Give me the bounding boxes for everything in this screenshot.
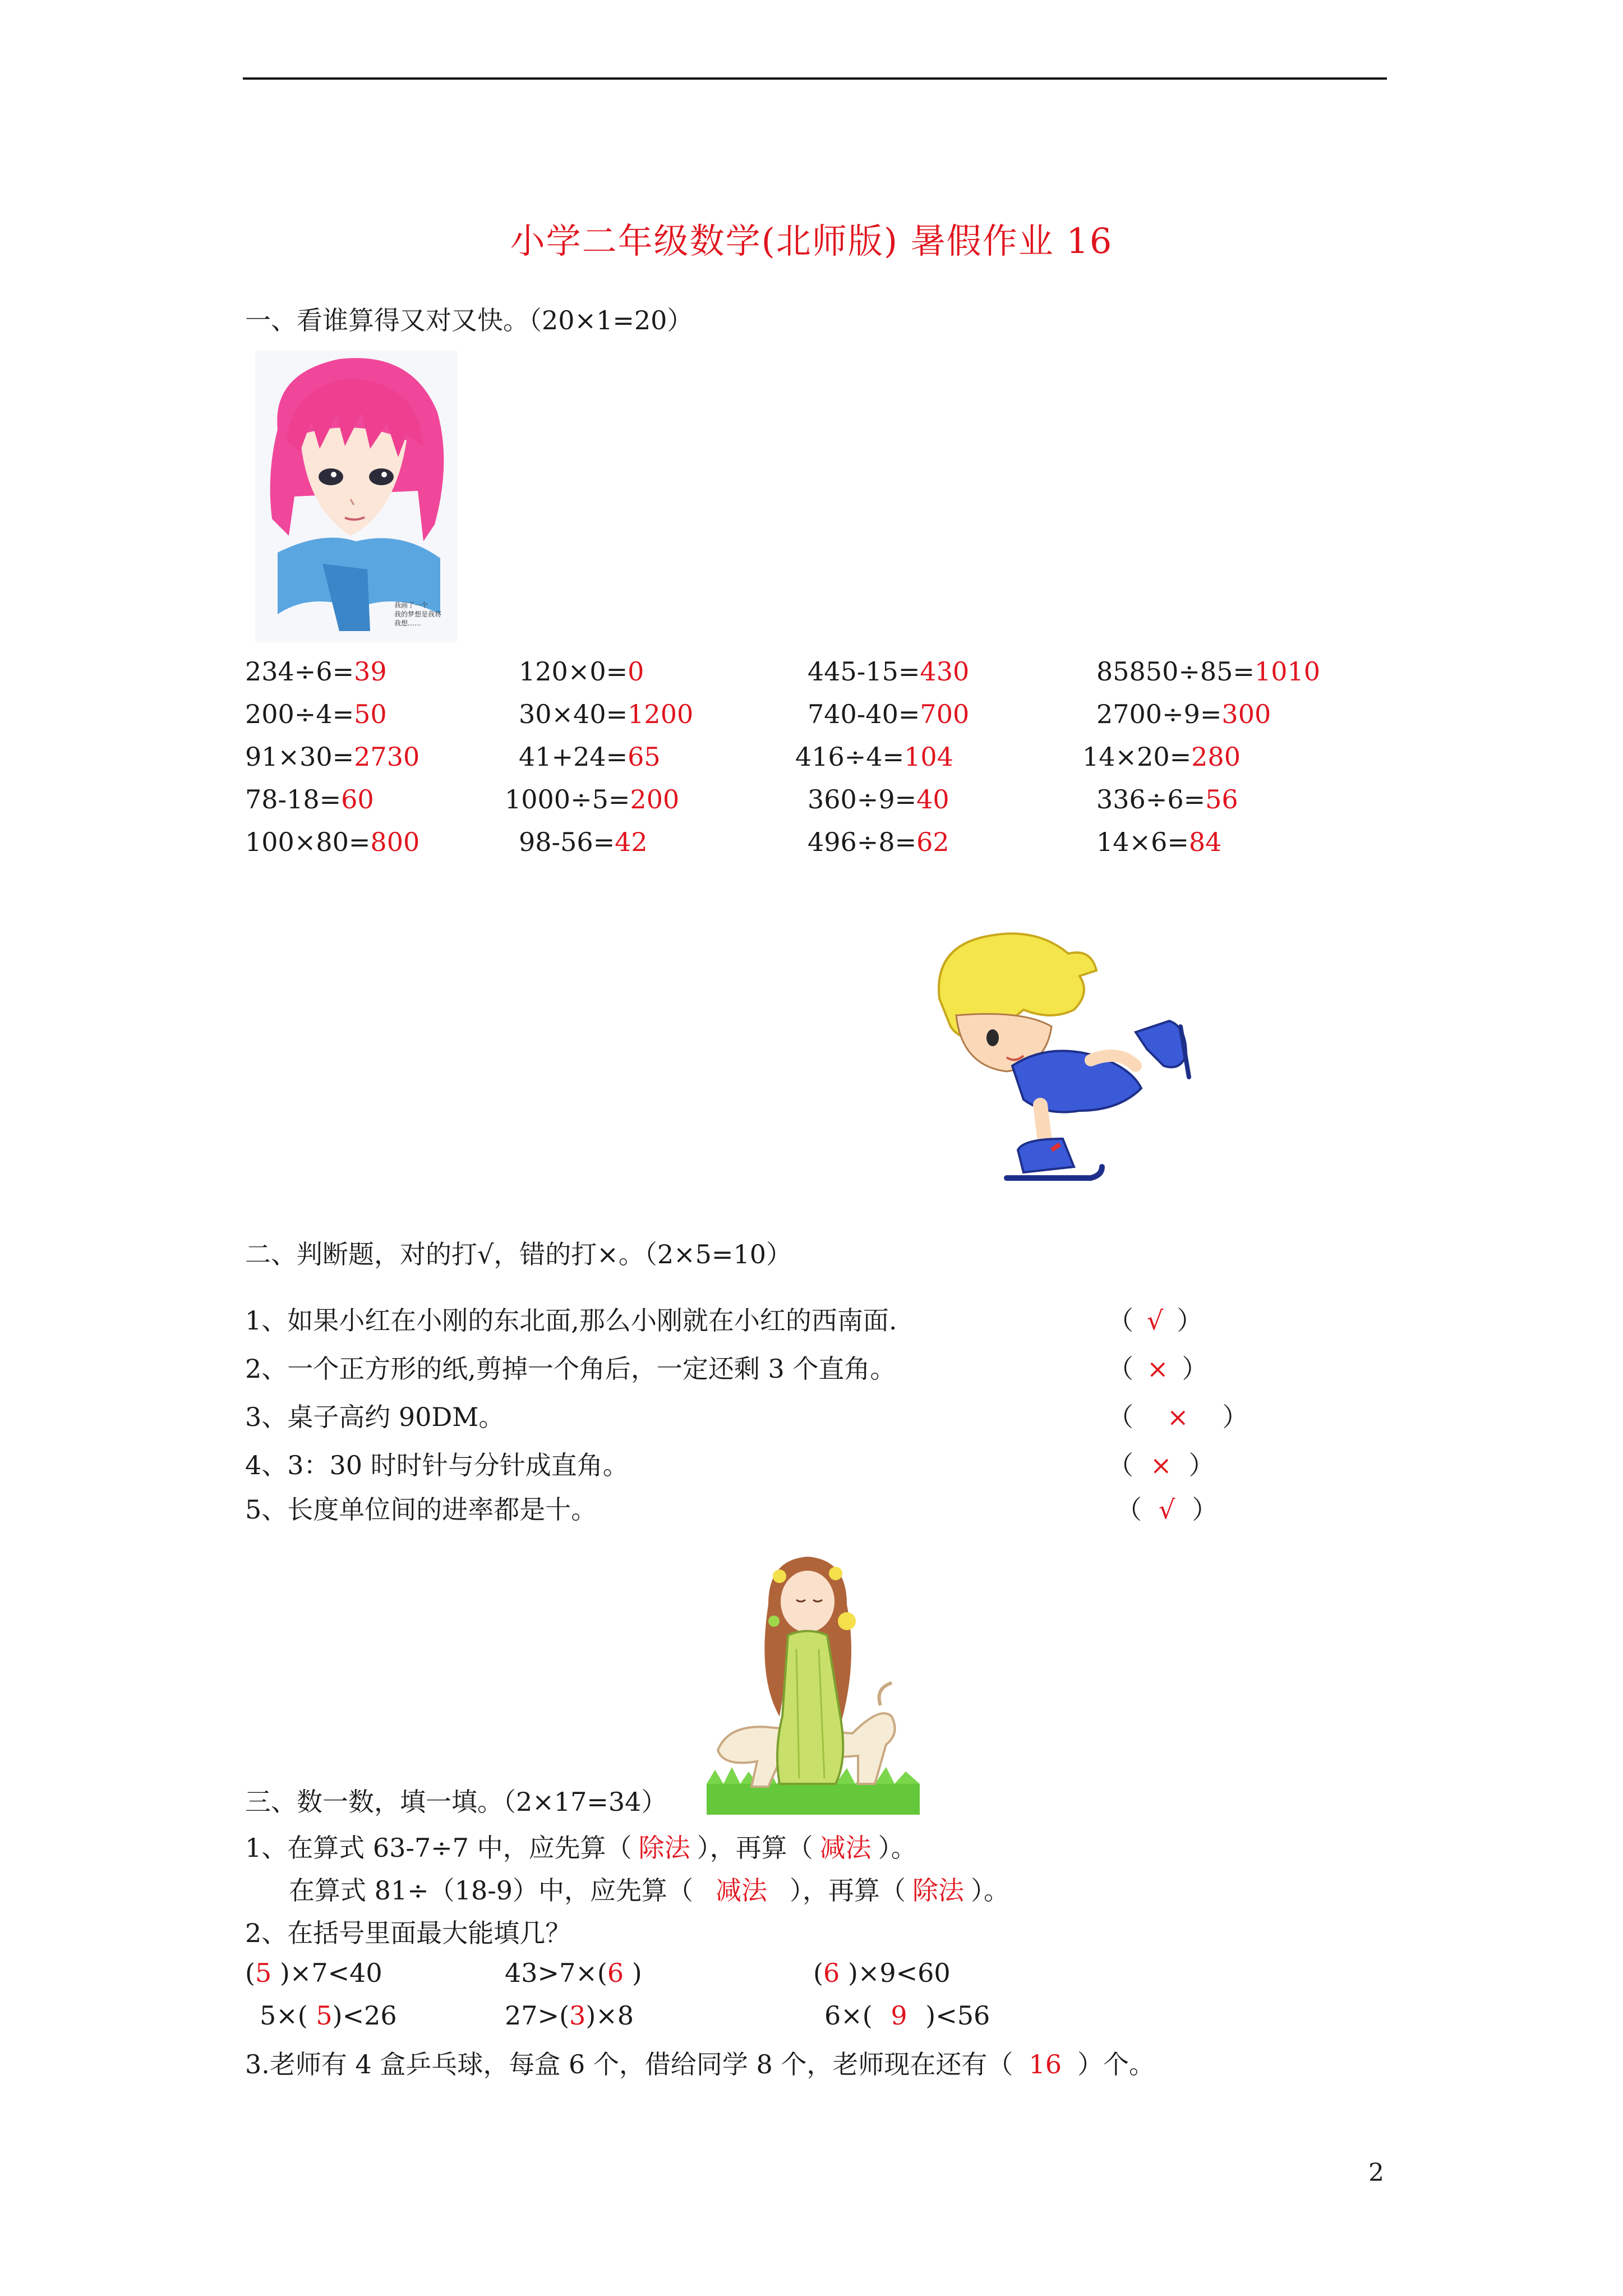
fill-q2-r2-c2: 27>(3)×8: [505, 2000, 634, 2031]
fill-q1-line2: 在算式 81÷（18-9）中，应先算（ 减法 ），再算（ 除法 ）。: [289, 1875, 1010, 1906]
fill-q2-r1-c3: (6 )×9<60: [813, 1958, 951, 1988]
section1-heading: 一、看谁算得又对又快。（20×1=20）: [245, 305, 693, 335]
problem-r4-c4: 336÷6=56: [1096, 784, 1238, 815]
page-number: 2: [1368, 2159, 1384, 2187]
caption-line-2: 我的梦想是我将: [394, 610, 442, 618]
problem-r2-c1: 200÷4=50: [245, 699, 387, 729]
problem-r3-c3: 416÷4=104: [795, 742, 953, 772]
fill-q2-r1-c2: 43>7×(6 ): [505, 1958, 642, 1988]
fill-q2-r2-c3: 6×( 9 )<56: [824, 2000, 990, 2031]
judge-item-5-answer: （ √ ）: [1116, 1494, 1218, 1525]
girl-illustration: [255, 351, 457, 642]
fill-q2-r1-c1: (5 )×7<40: [245, 1958, 382, 1988]
problem-r1-c3: 445-15=430: [808, 656, 970, 687]
fill-q2-heading: 2、在括号里面最大能填几？: [245, 1918, 571, 1948]
judge-item-1-text: 1、如果小红在小刚的东北面,那么小刚就在小红的西南面.: [245, 1305, 897, 1336]
problem-r4-c2: 1000÷5=200: [505, 784, 680, 815]
judge-item-4-answer: （ × ）: [1108, 1450, 1215, 1480]
problem-r2-c2: 30×40=1200: [519, 699, 694, 729]
problem-r4-c1: 78-18=60: [245, 784, 374, 815]
section3-heading: 三、数一数，填一填。（2×17=34）: [245, 1787, 667, 1817]
problem-r2-c3: 740-40=700: [808, 699, 970, 729]
problem-r5-c1: 100×80=800: [245, 827, 420, 857]
judge-item-2-text: 2、一个正方形的纸,剪掉一个角后，一定还剩 3 个直角。: [245, 1354, 896, 1384]
problem-r1-c2: 120×0=0: [519, 656, 644, 687]
fill-q2-r2-c1: 5×( 5)<26: [260, 2000, 397, 2031]
judge-item-4-text: 4、3：30 时时针与分针成直角。: [245, 1450, 629, 1480]
problem-r3-c1: 91×30=2730: [245, 742, 420, 772]
problem-r2-c4: 2700÷9=300: [1096, 699, 1271, 729]
problem-r1-c1: 234÷6=39: [245, 656, 387, 687]
section2-heading: 二、判断题，对的打√，错的打×。（2×5=10）: [245, 1239, 792, 1269]
judge-item-3-answer: （ × ）: [1108, 1402, 1248, 1432]
problem-r3-c2: 41+24=65: [519, 742, 661, 772]
judge-item-3-text: 3、桌子高约 90DM。: [245, 1402, 505, 1432]
fill-q1-line1: 1、在算式 63-7÷7 中，应先算（ 除法 ），再算（ 减法 ）。: [245, 1833, 917, 1863]
caption-line-3: 我想……: [394, 619, 422, 627]
problem-r4-c3: 360÷9=40: [808, 784, 949, 815]
judge-item-5-text: 5、长度单位间的进率都是十。: [245, 1494, 597, 1525]
judge-item-2-answer: （ × ）: [1108, 1354, 1208, 1384]
caption-line-1: 我画了一个: [394, 601, 428, 609]
problem-r3-c4: 14×20=280: [1082, 742, 1241, 772]
problem-r1-c4: 85850÷85=1010: [1096, 656, 1321, 687]
problem-r5-c2: 98-56=42: [519, 827, 648, 857]
fairy-illustration: [707, 1537, 920, 1818]
page-title: 小学二年级数学(北师版) 暑假作业 16: [510, 220, 1113, 261]
judge-item-1-answer: （ √ ）: [1108, 1305, 1203, 1336]
fill-q3: 3.老师有 4 盒乒乓球，每盒 6 个，借给同学 8 个，老师现在还有（ 16 ）个。: [245, 2049, 1155, 2079]
problem-r5-c3: 496÷8=62: [808, 827, 949, 857]
skater-illustration: [923, 926, 1203, 1195]
header-rule: [243, 77, 1387, 80]
problem-r5-c4: 14×6=84: [1096, 827, 1222, 857]
